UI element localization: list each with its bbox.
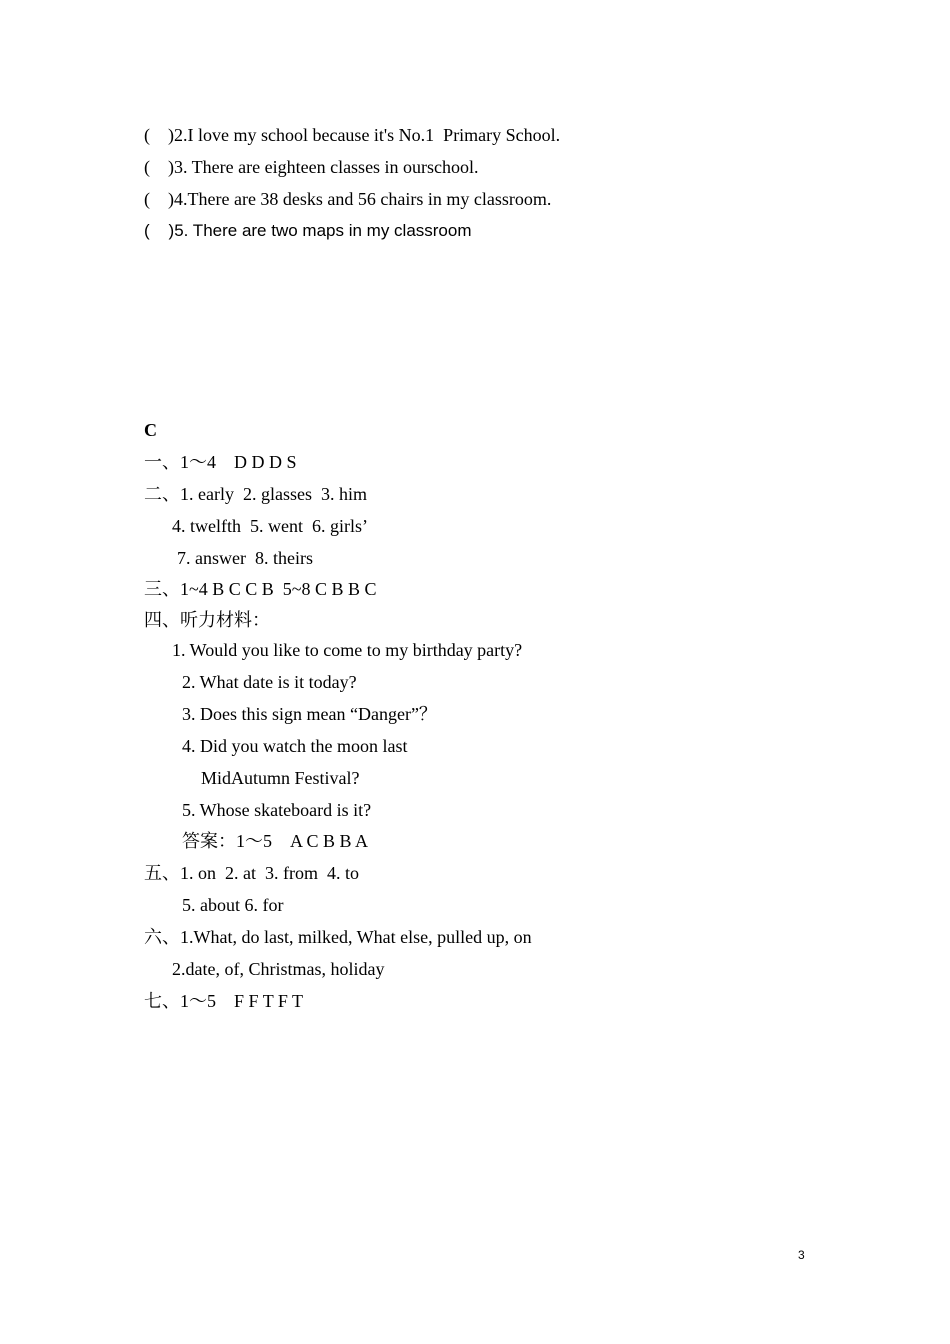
answer-section-6-line-1: 六、1.What, do last, milked, What else, pulled up, on <box>144 927 532 947</box>
answer-section-5-line-1: 五、1. on 2. at 3. from 4. to <box>144 863 359 883</box>
question-3: ( )3. There are eighteen classes in ourschool. <box>144 157 479 177</box>
answer-section-5-line-2: 5. about 6. for <box>182 895 284 915</box>
listening-line-5: MidAutumn Festival? <box>201 768 360 788</box>
listening-answer-key: 答案：1～5 A C B B A <box>182 831 369 851</box>
page-number: 3 <box>798 1248 805 1262</box>
question-2: ( )2.I love my school because it's No.1 Primary School. <box>144 125 561 145</box>
answer-section-1: 一、1～4 D D D S <box>144 452 297 472</box>
question-4: ( )4.There are 38 desks and 56 chairs in my classroom. <box>144 189 552 209</box>
answer-section-2-line-2: 4. twelfth 5. went 6. girls’ <box>172 516 368 536</box>
answer-section-6-line-2: 2.date, of, Christmas, holiday <box>172 959 385 979</box>
answer-section-2-line-3: 7. answer 8. theirs <box>177 548 313 568</box>
listening-line-3: 3. Does this sign mean “Danger”？ <box>182 704 437 724</box>
answer-section-3: 三、1~4 B C C B 5~8 C B B C <box>144 579 377 599</box>
listening-line-1: 1. Would you like to come to my birthday party? <box>172 640 523 660</box>
question-5: ( )5. There are two maps in my classroom <box>144 221 472 240</box>
answer-section-7: 七、1～5 F F T F T <box>144 991 304 1011</box>
listening-line-2: 2. What date is it today? <box>182 672 357 692</box>
answer-section-4-title: 四、听力材料： <box>144 610 270 630</box>
listening-line-4: 4. Did you watch the moon last <box>182 736 408 756</box>
answer-heading: C <box>144 420 157 440</box>
listening-line-6: 5. Whose skateboard is it? <box>182 800 372 820</box>
answer-section-2-line-1: 二、1. early 2. glasses 3. him <box>144 484 367 504</box>
